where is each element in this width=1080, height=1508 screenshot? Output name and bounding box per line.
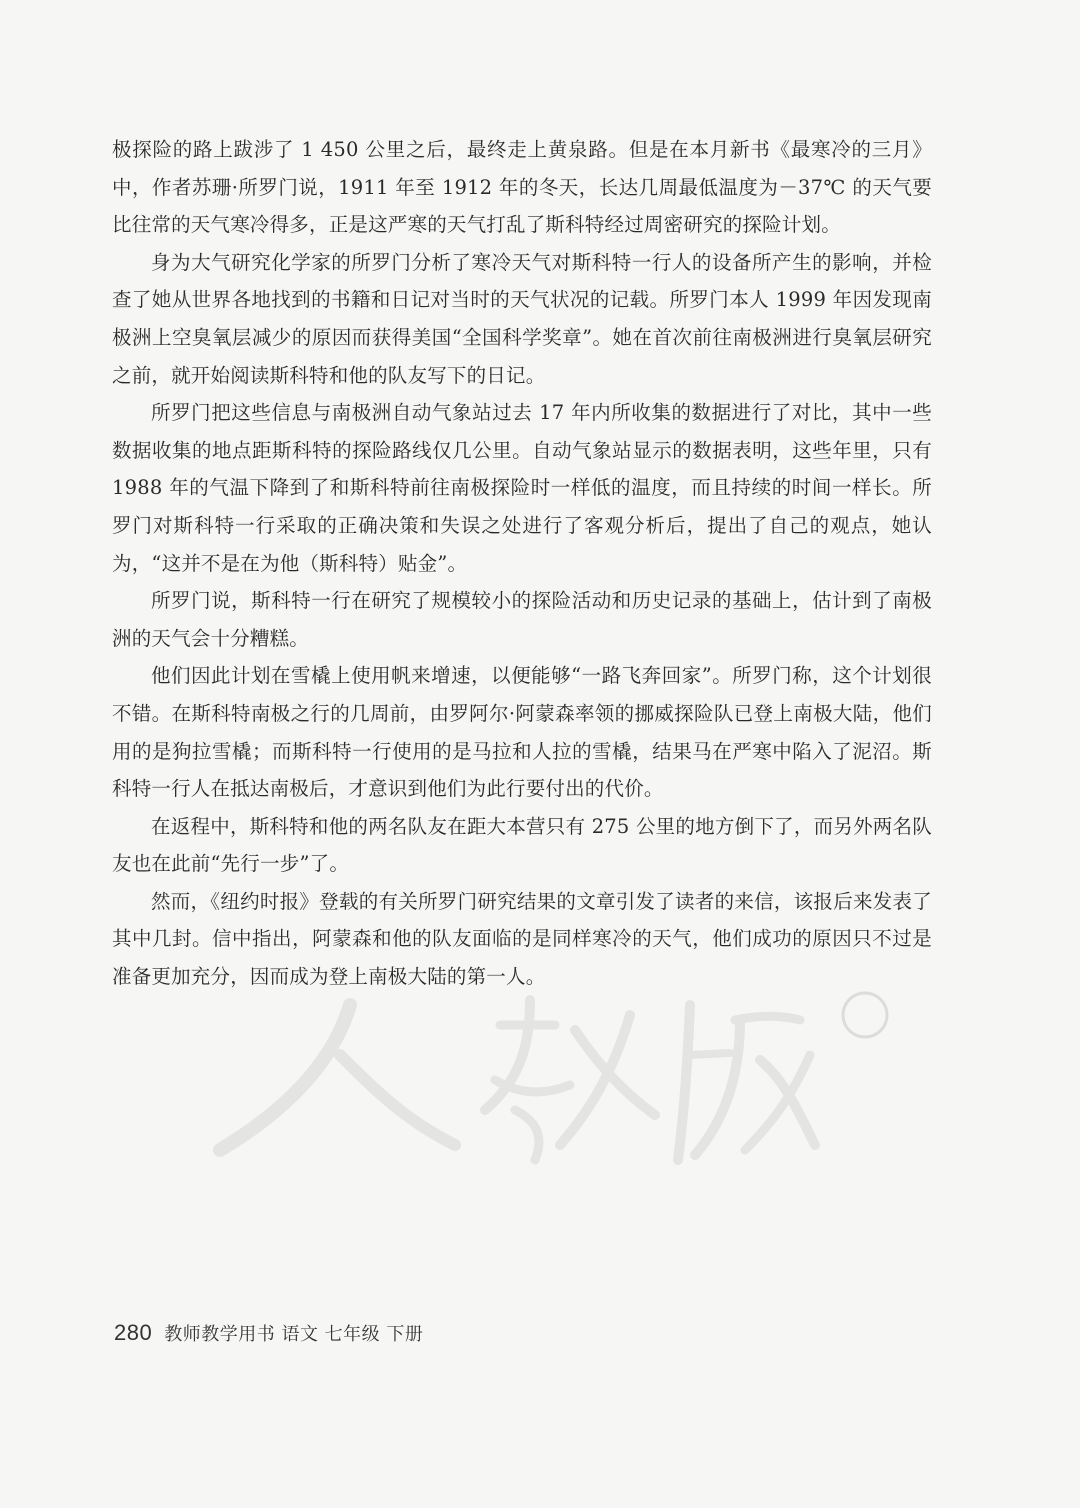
- paragraph: 在返程中，斯科特和他的两名队友在距大本营只有 275 公里的地方倒下了，而另外两名队友也在此前“先行一步”了。: [112, 814, 932, 876]
- book-title: 教师教学用书 语文 七年级 下册: [164, 1324, 424, 1345]
- page-body: [112, 131, 932, 996]
- paragraph-continued: 极探险的路上跋涉了 1 450 公里之后，最终走上黄泉路。但是在本月新书《最寒冷的三月》中，作者苏珊·所罗门说，1911 年至 1912 年的冬天，长达几周最低温度为－37℃ 的天气要比往常的天气寒冷得多，正是这严寒的天气打乱了斯科特经过周密研究的探险计划。: [112, 138, 932, 237]
- page-footer: [114, 1320, 423, 1346]
- paragraph: 他们因此计划在雪橇上使用帆来增速，以便能够“一路飞奔回家”。所罗门称，这个计划很不错。在斯科特南极之行的几周前，由罗阿尔·阿蒙森率领的挪威探险队已登上南极大陆，他们用的是狗拉雪橇；而斯科特一行使用的是马拉和人拉的雪橇，结果马在严寒中陷入了泥沼。斯科特一行人在抵达南极后，才意识到他们为此行要付出的代价。: [112, 664, 932, 801]
- page-number: 280: [114, 1320, 153, 1345]
- paragraph: 身为大气研究化学家的所罗门分析了寒冷天气对斯科特一行人的设备所产生的影响，并检查了她从世界各地找到的书籍和日记对当时的天气状况的记载。所罗门本人 1999 年因发现南极洲上空臭氧层减少的原因而获得美国“全国科学奖章”。她在首次前往南极洲进行臭氧层研究之前，就开始阅读斯科特和他的队友写下的日记。: [112, 250, 932, 387]
- paragraph: 然而，《纽约时报》登载的有关所罗门研究结果的文章引发了读者的来信，该报后来发表了其中几封。信中指出，阿蒙森和他的队友面临的是同样寒冷的天气，他们成功的原因只不过是准备更加充分，因而成为登上南极大陆的第一人。: [112, 889, 932, 989]
- publisher-watermark-logo: [200, 985, 900, 1175]
- paragraph: 所罗门把这些信息与南极洲自动气象站过去 17 年内所收集的数据进行了对比，其中一些数据收集的地点距斯科特的探险路线仅几公里。自动气象站显示的数据表明，这些年里，只有 1988 年的气温下降到了和斯科特前往南极探险时一样低的温度，而且持续的时间一样长。所罗门对斯科特一行采取的正确决策和失误之处进行了客观分析后，提出了自己的观点，她认为，“这并不是在为他（斯科特）贴金”。: [112, 401, 932, 575]
- paragraph: 所罗门说，斯科特一行在研究了规模较小的探险活动和历史记录的基础上，估计到了南极洲的天气会十分糟糕。: [112, 589, 932, 650]
